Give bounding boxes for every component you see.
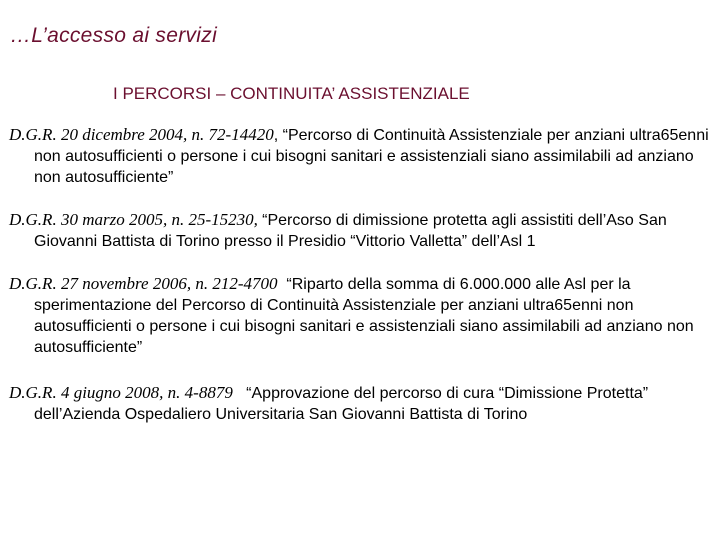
- dgr-description: “Percorso di dimissione protetta agli assistiti dell’Aso San Giovanni Battista di Torino presso il Presidio “Vittorio Valletta” dell’Asl 1: [34, 212, 667, 250]
- dgr-entry: [9, 382, 714, 425]
- dgr-description: , “Percorso di Continuità Assistenziale per anziani ultra65enni non autosufficienti o persone i cui bisogni sanitari e assistenziali siano assimilabili ad anziano non autosufficiente”: [34, 127, 709, 186]
- dgr-entry: [9, 209, 714, 252]
- dgr-entry: [9, 124, 714, 188]
- dgr-reference: D.G.R. 20 dicembre 2004, n. 72-14420: [9, 125, 274, 144]
- dgr-reference: D.G.R. 4 giugno 2008, n. 4-8879: [9, 383, 233, 402]
- dgr-reference: D.G.R. 27 novembre 2006, n. 212-4700: [9, 274, 278, 293]
- dgr-description: “Approvazione del percorso di cura “Dimissione Protetta” dell’Azienda Ospedaliero Universitaria San Giovanni Battista di Torino: [34, 385, 653, 423]
- dgr-reference: D.G.R. 30 marzo 2005, n. 25-15230,: [9, 210, 263, 229]
- section-heading: I PERCORSI – CONTINUITA’ ASSISTENZIALE: [113, 84, 470, 103]
- slide-title: …L’accesso ai servizi: [10, 24, 218, 47]
- dgr-description: “Riparto della somma di 6.000.000 alle Asl per la sperimentazione del Percorso di Continuità Assistenziale per anziani ultra65enni non autosufficienti o persone i cui bisogni sanitari e assistenziali siano assimilabili ad anziano non autosufficiente”: [34, 276, 699, 356]
- dgr-entry: [9, 273, 714, 358]
